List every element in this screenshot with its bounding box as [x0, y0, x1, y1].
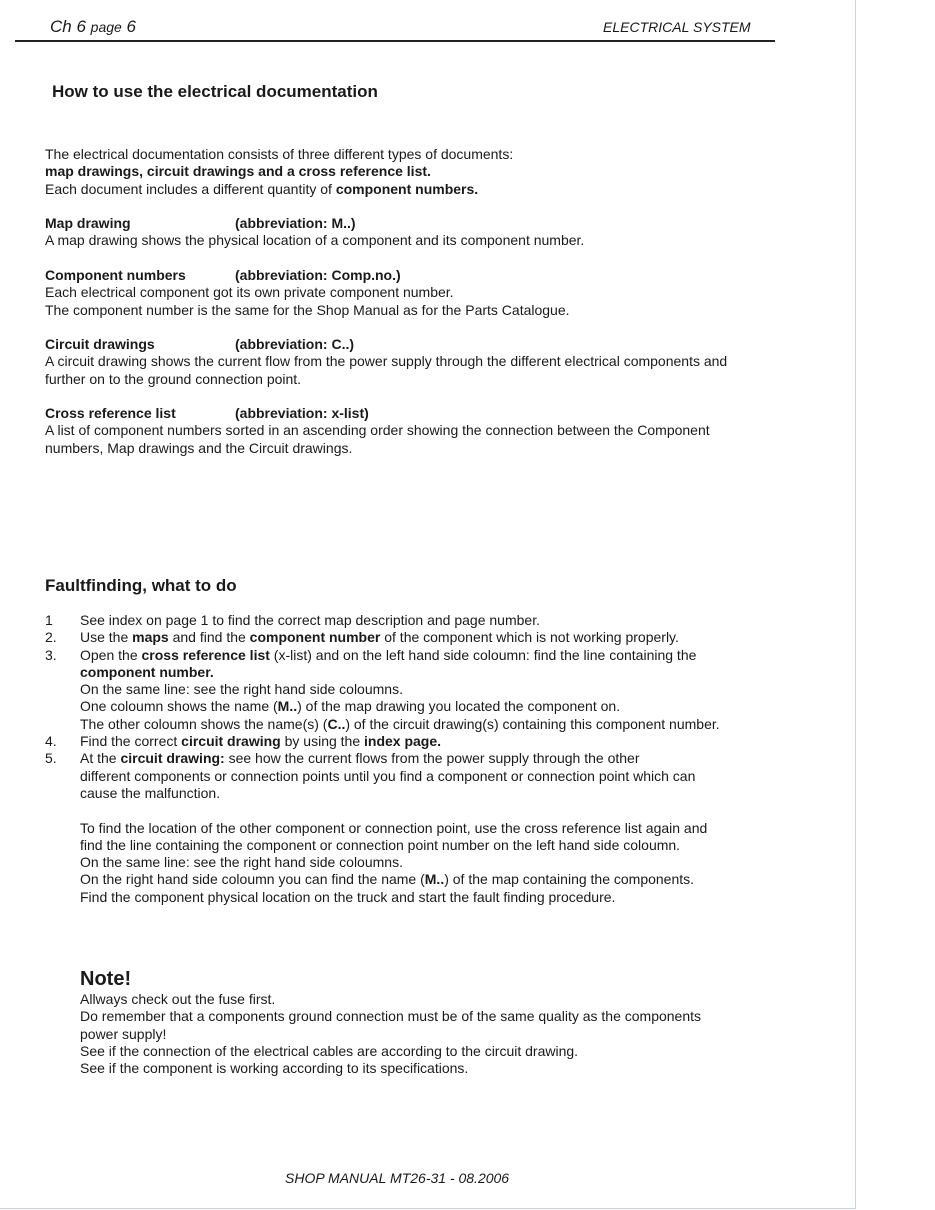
- step-number: 3.: [45, 646, 57, 663]
- step-text: [80, 647, 720, 733]
- t-bold: circuit drawing:: [120, 750, 225, 767]
- t-bold: circuit drawing: [181, 733, 281, 750]
- step-number: 4.: [45, 733, 57, 750]
- definition-text: Each electrical component got its own private component number.: [45, 284, 454, 301]
- t-bold: cross reference list: [141, 646, 270, 663]
- step-text: [80, 733, 441, 750]
- note-line: Allways check out the fuse first.: [80, 991, 276, 1007]
- note-line: See if the connection of the electrical cables are according to the circuit drawing.: [80, 1042, 579, 1059]
- t-bold: maps: [132, 629, 169, 646]
- definition-text: further on to the ground connection point.: [45, 370, 302, 387]
- definition-abbr: (abbreviation: M..): [235, 215, 356, 231]
- t-bold: component number.: [80, 663, 214, 680]
- step-4: [45, 733, 720, 750]
- intro-line-bold: map drawings, circuit drawings and a cross reference list.: [45, 163, 431, 180]
- t: (x-list) and on the left hand side coloumn: find the line containing the: [269, 646, 697, 663]
- step-text: [80, 629, 679, 646]
- t-bold: M..: [424, 871, 445, 888]
- t: see how the current flows from the power supply through the other: [224, 750, 640, 767]
- t: Find the component physical location on the truck and start the fault finding procedure.: [80, 888, 616, 905]
- note-line: See if the component is working according to its specifications.: [80, 1060, 469, 1077]
- intro-text: Each document includes a different quantity of: [45, 180, 336, 197]
- t-bold: index page.: [364, 733, 442, 750]
- definition-text: A list of component numbers sorted in an ascending order showing the connection between the Component: [45, 422, 710, 439]
- t-bold: component number: [249, 629, 381, 646]
- definition-map-drawing: [45, 215, 584, 250]
- faultfinding-steps: [45, 612, 720, 906]
- note-body: [80, 991, 701, 1077]
- t: ) of the map drawing you located the component on.: [297, 698, 621, 715]
- note-title: Note!: [80, 968, 132, 990]
- t: At the: [80, 750, 121, 767]
- intro-line: [45, 181, 513, 198]
- step-number: 5.: [45, 750, 57, 767]
- t: Find the correct: [80, 733, 182, 750]
- intro-bold: component numbers.: [335, 180, 479, 197]
- step-1: [45, 612, 720, 629]
- t: On the same line: see the right hand side coloumns.: [80, 854, 403, 871]
- definition-abbr: (abbreviation: Comp.no.): [235, 267, 401, 283]
- intro-line: The electrical documentation consists of three different types of documents:: [45, 146, 514, 162]
- definition-term: Circuit drawings: [45, 336, 155, 352]
- definition-text: A map drawing shows the physical location of a component and its component number.: [45, 232, 585, 249]
- t-bold: M..: [277, 698, 298, 715]
- header-divider: [15, 40, 775, 42]
- t: ) of the map containing the components.: [444, 871, 695, 888]
- definition-abbr: (abbreviation: x-list): [235, 405, 369, 421]
- step-number: 1: [45, 612, 53, 628]
- page-footer: SHOP MANUAL MT26-31 - 08.2006: [285, 1170, 510, 1186]
- t: ) of the circuit drawing(s) containing this component number.: [345, 715, 720, 732]
- t: Use the: [80, 629, 133, 646]
- t: of the component which is not working properly.: [380, 629, 679, 646]
- step-number: 2.: [45, 629, 57, 646]
- chapter-page-label: [50, 17, 136, 37]
- definition-term: Cross reference list: [45, 405, 176, 421]
- t: and find the: [168, 629, 250, 646]
- page-number: 6: [126, 17, 137, 36]
- t: find the line containing the component or connection point number on the left hand side coloumn.: [80, 836, 681, 853]
- definition-text: numbers, Map drawings and the Circuit drawings.: [45, 439, 353, 456]
- page-word: page: [90, 19, 122, 35]
- definition-text: The component number is the same for the Shop Manual as for the Parts Catalogue.: [45, 301, 570, 318]
- note-line: power supply!: [80, 1025, 167, 1042]
- t: cause the malfunction.: [80, 784, 221, 801]
- t: different components or connection points until you find a component or connection point which can: [80, 767, 696, 784]
- t: Open the: [80, 646, 142, 663]
- t: The other coloumn shows the name(s) (: [80, 715, 328, 732]
- spacer: [80, 802, 707, 819]
- step-text: [80, 750, 707, 906]
- definition-text: A circuit drawing shows the current flow from the power supply through the different electrical components and: [45, 353, 728, 370]
- definition-circuit-drawings: [45, 336, 727, 388]
- chapter: Ch 6: [50, 17, 86, 36]
- t: On the right hand side coloumn you can find the name (: [80, 871, 425, 888]
- t-bold: C..: [327, 715, 346, 732]
- definition-term: Map drawing: [45, 215, 131, 231]
- t: One coloumn shows the name (: [80, 698, 278, 715]
- step-3: [45, 647, 720, 733]
- note-line: Do remember that a components ground connection must be of the same quality as the components: [80, 1008, 702, 1025]
- faultfinding-heading: Faultfinding, what to do: [45, 576, 237, 595]
- t: On the same line: see the right hand side coloumns.: [80, 681, 403, 698]
- step-5: [45, 750, 720, 906]
- step-2: [45, 629, 720, 646]
- definition-cross-reference-list: [45, 405, 710, 457]
- t: To find the location of the other component or connection point, use the cross reference list again and: [80, 819, 708, 836]
- intro-paragraph: [45, 146, 513, 198]
- definition-component-numbers: [45, 267, 570, 319]
- section-title: ELECTRICAL SYSTEM: [603, 19, 751, 35]
- step-text: See index on page 1 to find the correct map description and page number.: [80, 612, 540, 628]
- definition-term: Component numbers: [45, 267, 186, 283]
- definition-abbr: (abbreviation: C..): [235, 336, 355, 352]
- page-title: How to use the electrical documentation: [52, 82, 378, 101]
- t: by using the: [280, 733, 365, 750]
